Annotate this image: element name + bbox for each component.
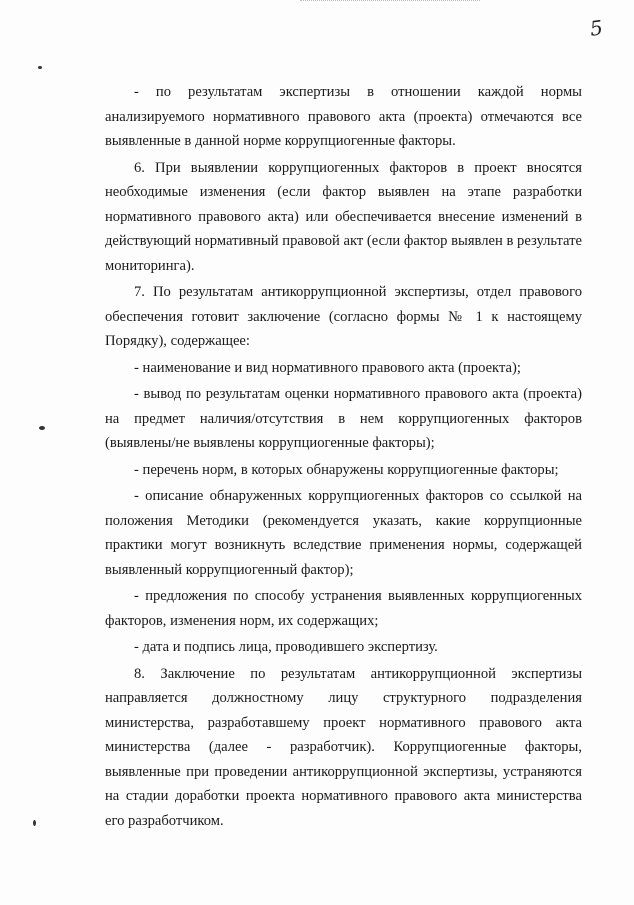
paragraph: - предложения по способу устранения выявленных коррупциогенных факторов, изменения норм, их содержащих; bbox=[105, 588, 582, 629]
scan-speck bbox=[38, 66, 42, 69]
paragraph: - по результатам экспертизы в отношении каждой нормы анализируемого нормативного правового акта (проекта) отмечаются все выявленные в данной норме коррупциогенные факторы. bbox=[105, 84, 582, 149]
document-body bbox=[105, 80, 582, 833]
scan-speck bbox=[33, 820, 36, 826]
paragraph: 6. При выявлении коррупциогенных факторов в проект вносятся необходимые изменения (если фактор выявлен на этапе разработки нормативного правового акта) или обеспечивается внесение изменений в действующий нормативный правовой акт (если фактор выявлен в результате мониторинга). bbox=[105, 159, 582, 274]
paragraph: 7. По результатам антикоррупционной экспертизы, отдел правового обеспечения готовит заключение (согласно формы № 1 к настоящему Порядку), содержащее: bbox=[105, 284, 582, 349]
page-number: 5 bbox=[588, 15, 605, 41]
paragraph: - дата и подпись лица, проводившего экспертизу. bbox=[134, 639, 438, 655]
paragraph: - вывод по результатам оценки нормативного правового акта (проекта) на предмет наличия/отсутствия в нем коррупциогенных факторов (выявлены/не выявлены коррупциогенные факторы); bbox=[105, 386, 582, 451]
paragraph: - перечень норм, в которых обнаружены коррупциогенные факторы; bbox=[134, 461, 559, 478]
scan-speck bbox=[39, 426, 45, 430]
scan-edge bbox=[300, 0, 480, 2]
paragraph: 8. Заключение по результатам антикоррупционной экспертизы направляется должностному лицу структурного подразделения министерства, разработавшему проект нормативного правового акта министерства (далее - разработчик). Коррупциогенные факторы, выявленные при проведении антикоррупционной экспертизы, устраняются на стадии доработки проекта нормативного правового акта министерства его разработчиком. bbox=[105, 665, 582, 829]
paragraph: - описание обнаруженных коррупциогенных факторов со ссылкой на положения Методики (рекомендуется указать, какие коррупционные практики могут возникнуть вследствие применения нормы, содержащей выявленный коррупциогенный фактор); bbox=[105, 488, 582, 578]
paragraph: - наименование и вид нормативного правового акта (проекта); bbox=[134, 359, 521, 376]
